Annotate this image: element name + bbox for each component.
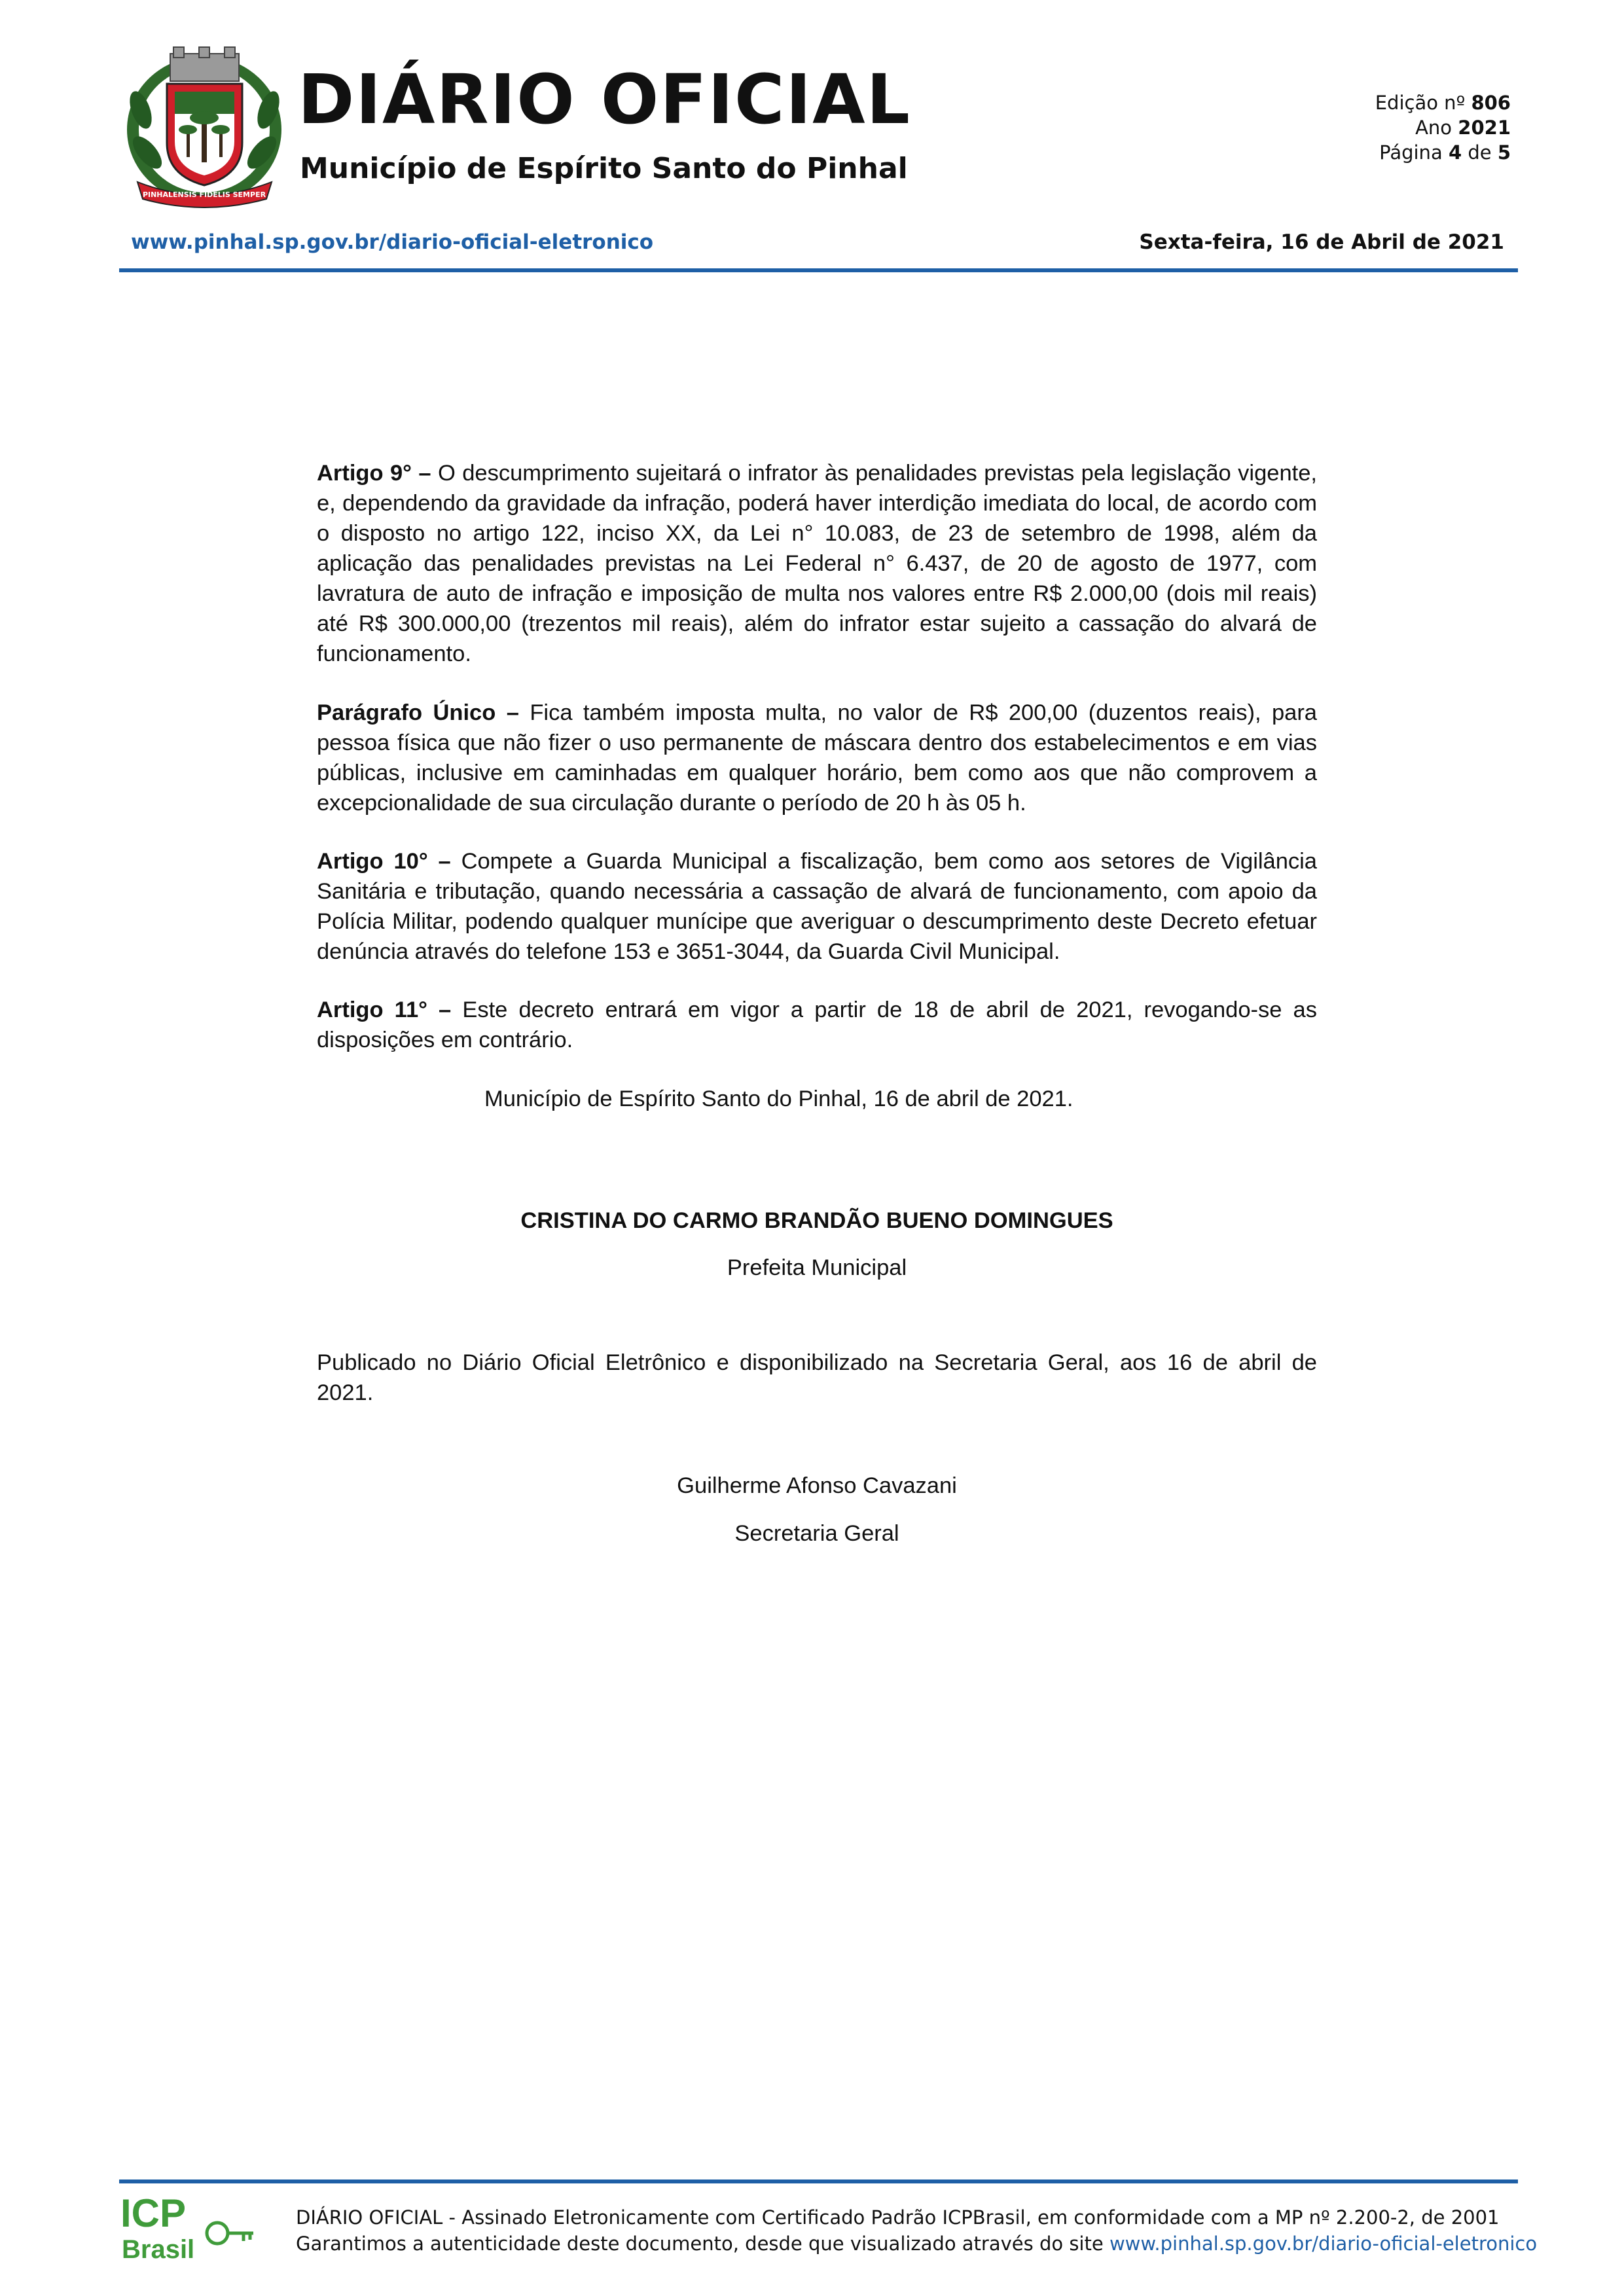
key-icon [207,2223,253,2244]
sole-paragraph [317,698,1317,818]
footer-notice [296,2204,1537,2257]
article-9-paragraph [317,458,1317,669]
page-total: 5 [1497,141,1511,164]
icp-logo-bottom-text: Brasil [122,2235,195,2264]
publication-note: Publicado no Diário Oficial Eletrônico e disponibilizado na Secretaria Geral, aos 16 de abril de 2021. [317,1350,1317,1405]
article-11-text: Este decreto entrará em vigor a partir de 18 de abril de 2021, revogando-se as disposições em contrário. [317,997,1317,1052]
municipality-name: Município de Espírito Santo do Pinhal [300,152,908,185]
article-10-text: Compete a Guarda Municipal a fiscalização, bem como aos setores de Vigilância Sanitária e tributação, quando necessária a cassação de alvará de funcionamento, com apoio da Polícia Militar, podendo qualquer munícipe que averiguar o descumprimento deste Decreto efetuar denúncia através do telefone 153 e 3651-3044, da Guarda Civil Municipal. [317,849,1317,964]
signer-name: CRISTINA DO CARMO BRANDÃO BUENO DOMINGUES [520,1208,1113,1233]
secretary-name: Guilherme Afonso Cavazani [677,1473,957,1498]
sole-paragraph-heading: Parágrafo Único – [317,700,519,725]
article-10-heading: Artigo 10° – [317,849,451,874]
page-label: Página [1379,141,1443,164]
gazette-title: DIÁRIO OFICIAL [298,60,911,139]
crest-motto: PINHALENSIS FIDELIS SEMPER [142,190,266,199]
issue-date: Sexta-feira, 16 de Abril de 2021 [1139,230,1504,254]
icp-logo-top-text: ICP [120,2193,187,2235]
footer-signature-line: DIÁRIO OFICIAL - Assinado Eletronicamente com Certificado Padrão ICPBrasil, em conformidade com a MP nº 2.200-2, de 2001 [296,2206,1500,2229]
footer-authenticity-line [296,2231,1537,2257]
footer-site-link[interactable]: www.pinhal.sp.gov.br/diario-oficial-eletronico [1109,2233,1538,2255]
edition-label: Edição nº [1375,92,1466,114]
year-label: Ano [1415,117,1453,139]
year-line [1375,115,1511,140]
article-11-heading: Artigo 11° – [317,997,452,1022]
page-line [1375,140,1511,165]
icp-brasil-logo [119,2193,257,2265]
article-9-heading: Artigo 9° – [317,461,431,486]
signer-role: Prefeita Municipal [727,1255,907,1280]
footer-divider [119,2179,1518,2183]
edition-line [1375,90,1511,115]
footer-authenticity-text: Garantimos a autenticidade deste documento, desde que visualizado através do site [296,2233,1104,2255]
edition-number: 806 [1471,92,1511,114]
page-current: 4 [1448,141,1462,164]
article-11-paragraph [317,995,1317,1055]
year-value: 2021 [1458,117,1511,139]
place-and-date: Município de Espírito Santo do Pinhal, 16 de abril de 2021. [484,1086,1074,1111]
coat-of-arms-icon [121,45,288,208]
secretary-role: Secretaria Geral [734,1521,899,1546]
sole-paragraph-text: Fica também imposta multa, no valor de R$ 200,00 (duzentos reais), para pessoa física que não fizer o uso permanente de máscara dentro dos estabelecimentos e em vias públicas, inclusive em caminhadas em qualquer horário, bem como aos que não comprovem a excepcionalidade de sua circulação durante o período de 20 h às 05 h. [317,700,1317,816]
article-10-paragraph [317,846,1317,967]
article-9-text: O descumprimento sujeitará o infrator às penalidades previstas pela legislação vigente, e, dependendo da gravidade da infração, poderá haver interdição imediata do local, de acordo com o disposto no artigo 122, inciso XX, da Lei n° 10.083, de 23 de setembro de 1998, além da aplicação das penalidades previstas na Lei Federal n° 6.437, de 20 de agosto de 1977, com lavratura de auto de infração e imposição de multa nos valores entre R$ 2.000,00 (dois mil reais) até R$ 300.000,00 (trezentos mil reais), além do infrator estar sujeito a cassação do alvará de funcionamento. [317,461,1317,666]
edition-info [1375,90,1511,165]
site-link[interactable]: www.pinhal.sp.gov.br/diario-oficial-eletronico [131,230,654,254]
page-of: de [1468,141,1492,164]
header-divider [119,268,1518,272]
